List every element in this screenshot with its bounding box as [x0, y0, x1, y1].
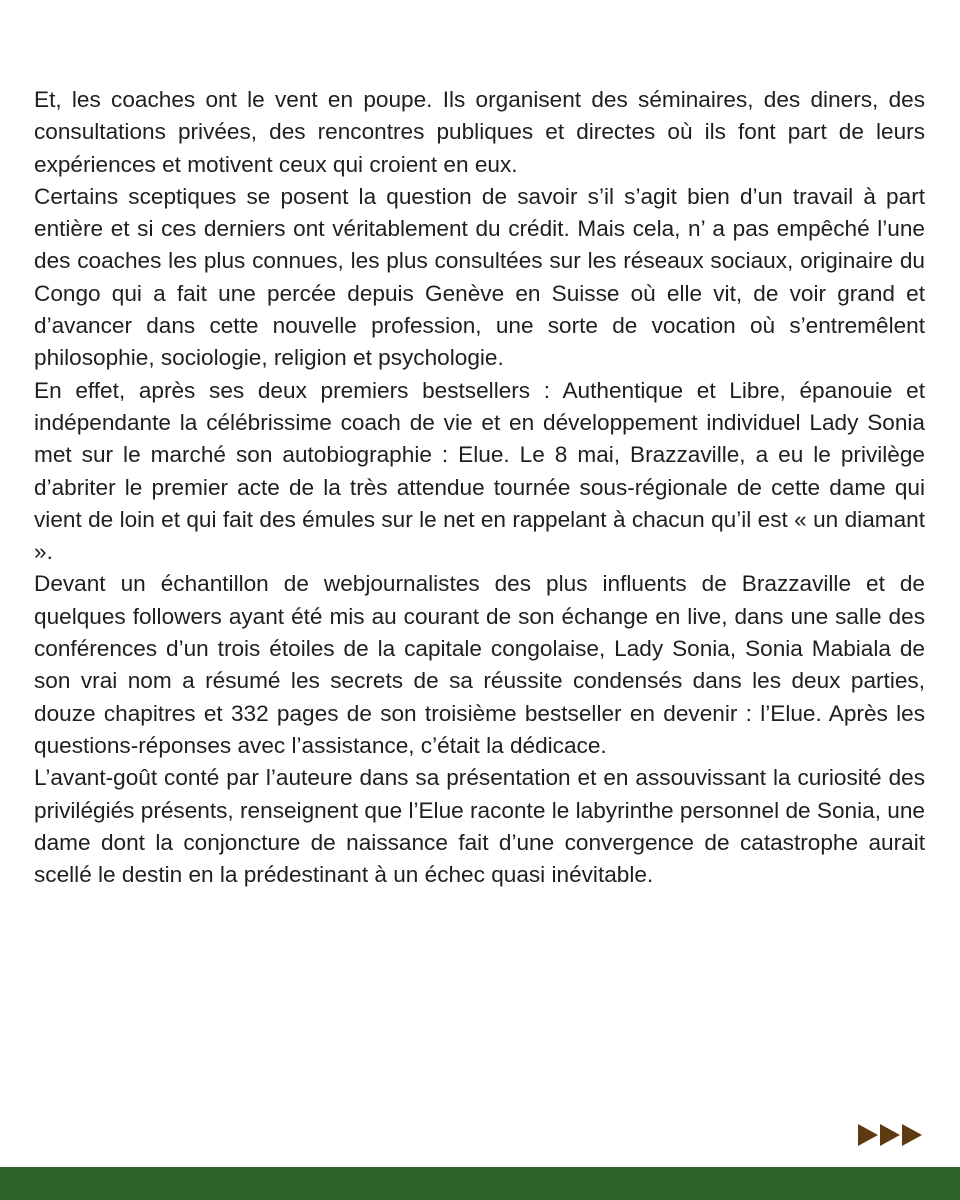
paragraph-2: Certains sceptiques se posent la question de savoir s’il s’agit bien d’un travail à part entière et si ces derniers ont véritablement du crédit. Mais cela, n’ a pas empêché l’une des coaches les plus connues, les plus consultées sur les réseaux sociaux, originaire du Congo qui a fait une percée depuis Genève en Suisse où elle vit, de voir grand et d’avancer dans cette nouvelle profession, une sorte de vocation où s’entremêlent philosophie, sociologie, religion et psychologie. — [34, 183, 925, 371]
footer-bar — [0, 1167, 960, 1200]
paragraph-1: Et, les coaches ont le vent en poupe. Ils organisent des séminaires, des diners, des consultations privées, des rencontres publiques et directes où ils font part de leurs expériences et motivent ceux qui croient en eux. — [34, 87, 925, 177]
triple-arrow-right-icon — [856, 1123, 926, 1147]
next-page-icon[interactable] — [856, 1123, 926, 1147]
paragraph-5: L’avant-goût conté par l’auteure dans sa présentation et en assouvissant la curiosité des privilégiés présents, renseignent que l’Elue raconte le labyrinthe personnel de Sonia, une dame dont la conjoncture de naissance fait d’une convergence de catastrophe aurait scellé le destin en la prédestinant à un échec quasi inévitable. — [34, 765, 925, 888]
paragraph-3: En effet, après ses deux premiers bestsellers : Authentique et Libre, épanouie et indépendante la célébrissime coach de vie et en développement individuel Lady Sonia met sur le marché son autobiographie : Elue. Le 8 mai, Brazzaville, a eu le privilège d’abriter le premier acte de la très attendue tournée sous-régionale de cette dame qui vient de loin et qui fait des émules sur le net en rappelant à chacun qu’il est « un diamant ». — [34, 377, 925, 565]
article-body — [34, 84, 925, 891]
paragraph-4: Devant un échantillon de webjournalistes des plus influents de Brazzaville et de quelques followers ayant été mis au courant de son échange en live, dans une salle des conférences d’un trois étoiles de la capitale congolaise, Lady Sonia, Sonia Mabiala de son vrai nom a résumé les secrets de sa réussite condensés dans les deux parties, douze chapitres et 332 pages de son troisième bestseller en devenir : l’Elue. Après les questions-réponses avec l’assistance, c’était la dédicace. — [34, 571, 925, 758]
